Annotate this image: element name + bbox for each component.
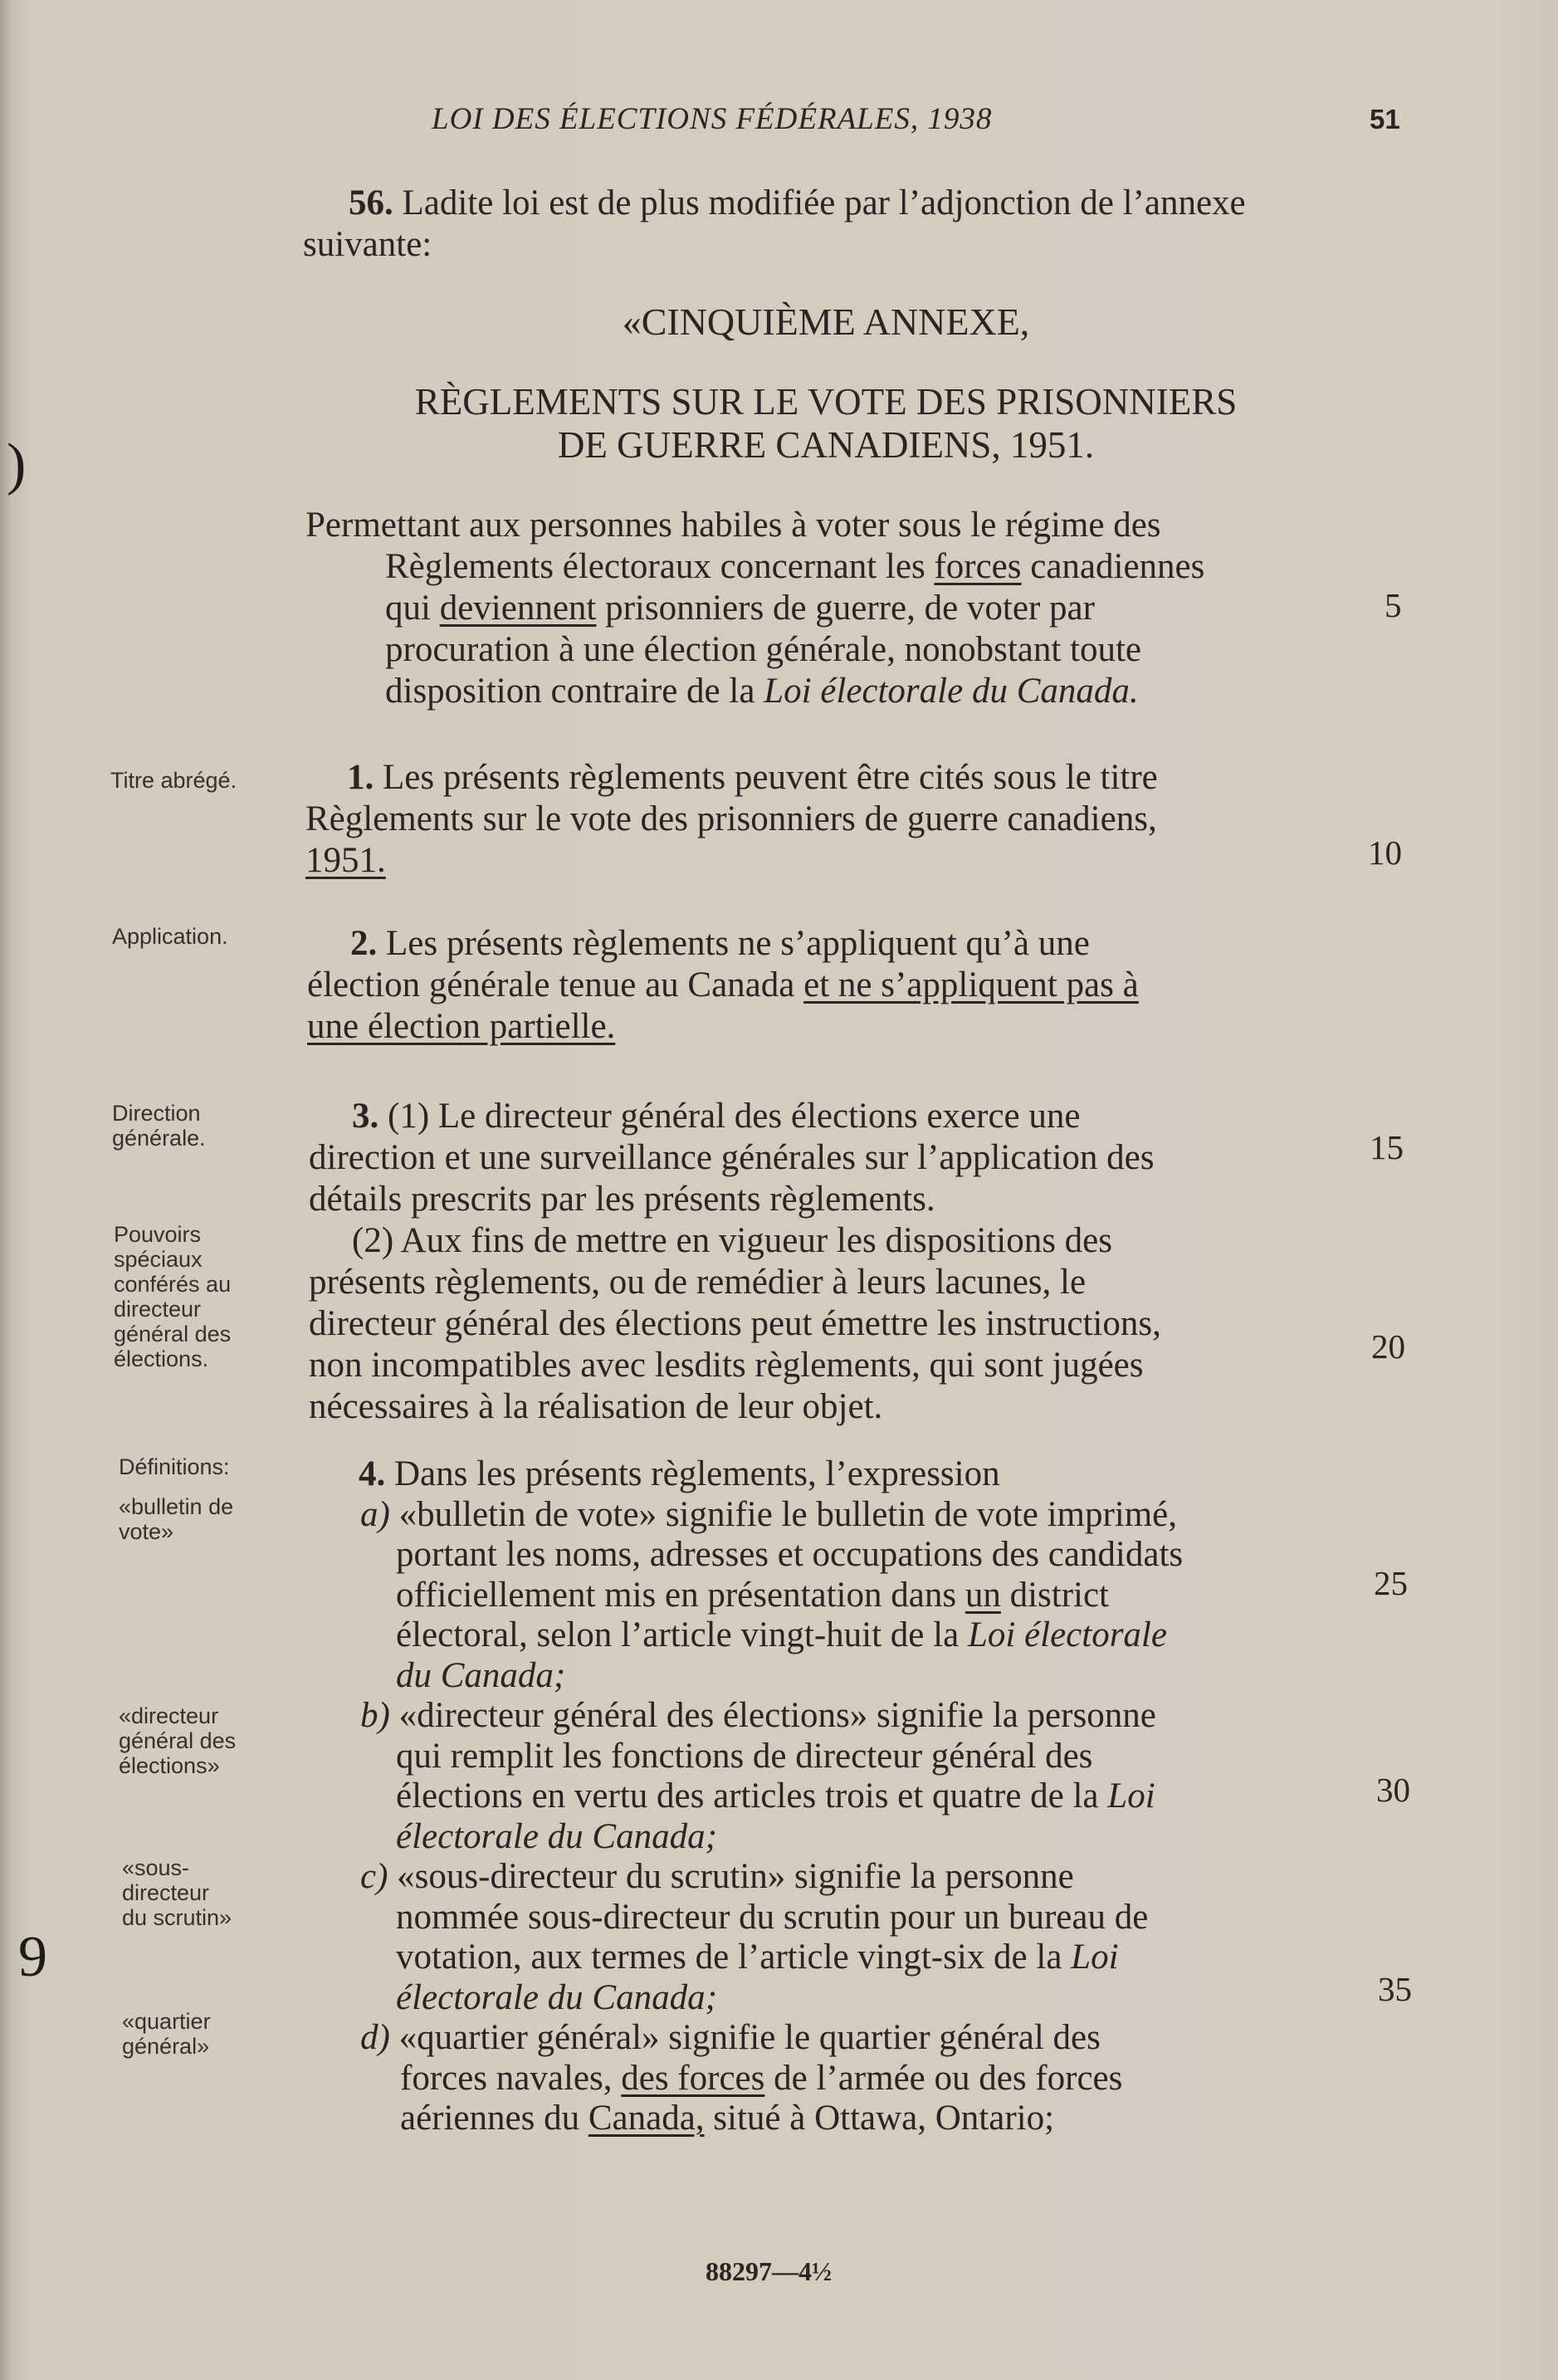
handwritten-underline: deviennent [439, 589, 597, 628]
handwritten-underline: Canada, [588, 2099, 705, 2138]
margin-note-chief-electoral-officer: «directeur général des élections» [119, 1703, 237, 1778]
intro-text: Ladite loi est de plus modifiée par l’adjonction de l’annexe suivante: [303, 183, 1246, 264]
margin-note-direction: Direction générale. [112, 1101, 206, 1151]
section-line: détails prescrits par les présents règlements. [309, 1180, 935, 1219]
section-line: directeur général des élections peut émettre les instructions, [309, 1304, 1161, 1343]
margin-note-short-title: Titre abrégé. [110, 768, 237, 793]
margin-note-ballot: «bulletin de vote» [119, 1494, 234, 1544]
binding-mark-icon: ) [7, 433, 27, 496]
annex-title: «CINQUIÈME ANNEXE, [622, 301, 1030, 343]
section-number: 4. [359, 1454, 386, 1493]
line-number: 20 [1371, 1327, 1405, 1366]
definition-line: qui remplit les fonctions de directeur général des [396, 1736, 1093, 1776]
item-label: d) [360, 2018, 390, 2057]
page-number: 51 [1370, 104, 1400, 134]
preamble-line: Règlements électoraux concernant les forces canadiennes [385, 547, 1205, 586]
section-number: 1. [347, 758, 374, 797]
section-line: présents règlements, ou de remédier à leurs lacunes, le [309, 1263, 1087, 1302]
section-3: 3. (1) Le directeur général des élections exerce une direction et une surveillance générales sur l’application des détails prescrits par les présents règlements. (2) Aux fins de mettre en vigueur les dispositions des présents règlements, ou de remédier à leurs lacunes, le directeur général des élections peut émettre les instructions, non incompatibles avec lesdits règlements, qui sont jugées nécessaires à la réalisation de leur objet. [309, 1096, 1356, 1428]
section-line: direction et une surveillance générales sur l’application des [309, 1138, 1155, 1177]
section-line: non incompatibles avec lesdits règlements, qui sont jugées [309, 1346, 1144, 1385]
section-1: 1. Les présents règlements peuvent être cités sous le titre Règlements sur le vote des prisonniers de guerre canadiens, 1951. [305, 757, 1353, 882]
footer-printer-code: 88297—4½ [706, 2256, 832, 2286]
section-number: 2. [350, 924, 378, 963]
margin-note-application: Application. [112, 924, 228, 949]
preamble-line: procuration à une élection générale, nonobstant toute [385, 630, 1142, 669]
line-number: 15 [1370, 1128, 1404, 1166]
margin-note-deputy-returning-officer: «sous- directeur du scrutin» [122, 1855, 232, 1930]
handwritten-underline: et ne s’appliquent pas à [803, 965, 1139, 1004]
line-number: 30 [1376, 1771, 1410, 1809]
definition-line: portant les noms, adresses et occupations des candidats [396, 1535, 1184, 1574]
definition-line: nommée sous-directeur du scrutin pour un bureau de [396, 1897, 1149, 1937]
line-number: 10 [1368, 833, 1402, 872]
section-2: 2. Les présents règlements ne s’appliquent qu’à une élection générale tenue au Canada et ne s’appliquent pas à une élection partielle. [307, 924, 1139, 1046]
section-line: Règlements sur le vote des prisonniers de guerre canadiens, [305, 799, 1157, 838]
regulations-title-line: DE GUERRE CANADIENS, 1951. [557, 424, 1095, 466]
section-line: nécessaires à la réalisation de leur objet. [309, 1387, 883, 1426]
margin-note-definitions: Définitions: [119, 1454, 230, 1479]
binding-mark-icon: 9 [18, 1925, 47, 1989]
regulations-title [282, 380, 1370, 467]
regulations-title-line: RÈGLEMENTS SUR LE VOTE DES PRISONNIERS [414, 381, 1238, 423]
section-number: 3. [352, 1097, 379, 1136]
preamble [305, 505, 1353, 712]
section-line: (2) Aux fins de mettre en vigueur les dispositions des [352, 1221, 1112, 1260]
handwritten-underline: forces [934, 547, 1022, 586]
running-header: LOI DES ÉLECTIONS FÉDÉRALES, 1938 [432, 102, 993, 136]
margin-note-headquarters: «quartier général» [122, 2009, 211, 2059]
handwritten-underline: des forces [621, 2058, 765, 2098]
intro-paragraph [303, 183, 1349, 266]
line-number: 25 [1374, 1564, 1408, 1602]
section-4: 4. Dans les présents règlements, l’expression a) «bulletin de vote» signifie le bulletin de vote imprimé, portant les noms, adresses et occupations des candidats officiellement mis en présentation dans un district électoral, selon l’article vingt-huit de la Loi électorale du Canada; b) «directeur général des élections» signifie la personne qui remplit les fonctions de directeur général des élections en vertu des articles trois et quatre de la Loi électorale du Canada; c) «sous-directeur du scrutin» signifie la personne nommée sous-directeur du scrutin pour un bureau de votation, aux termes de l’article vingt-six de la Loi électorale du Canada; d) «quartier général» signifie le quartier général des forces navales, des forces de l’armée ou des forces aériennes du Canada, situé à Ottawa, Ontario; [309, 1454, 1359, 2139]
handwritten-underline: une élection partielle. [307, 1007, 616, 1046]
handwritten-underline: 1951. [305, 841, 386, 880]
handwritten-underline: un [965, 1575, 1001, 1615]
item-label: a) [360, 1494, 390, 1534]
item-label: c) [360, 1857, 388, 1896]
line-number: 35 [1378, 1970, 1412, 2008]
margin-note-powers: Pouvoirs spéciaux conférés au directeur général des élections. [114, 1222, 232, 1371]
section-number: 56. [349, 183, 393, 222]
preamble-line: Permettant aux personnes habiles à voter sous le régime des [305, 506, 1161, 545]
item-label: b) [360, 1696, 390, 1735]
preamble-line: disposition contraire de la Loi électorale du Canada. [385, 672, 1139, 711]
preamble-line: qui deviennent prisonniers de guerre, de voter par [385, 589, 1095, 628]
line-number: 5 [1385, 586, 1402, 624]
